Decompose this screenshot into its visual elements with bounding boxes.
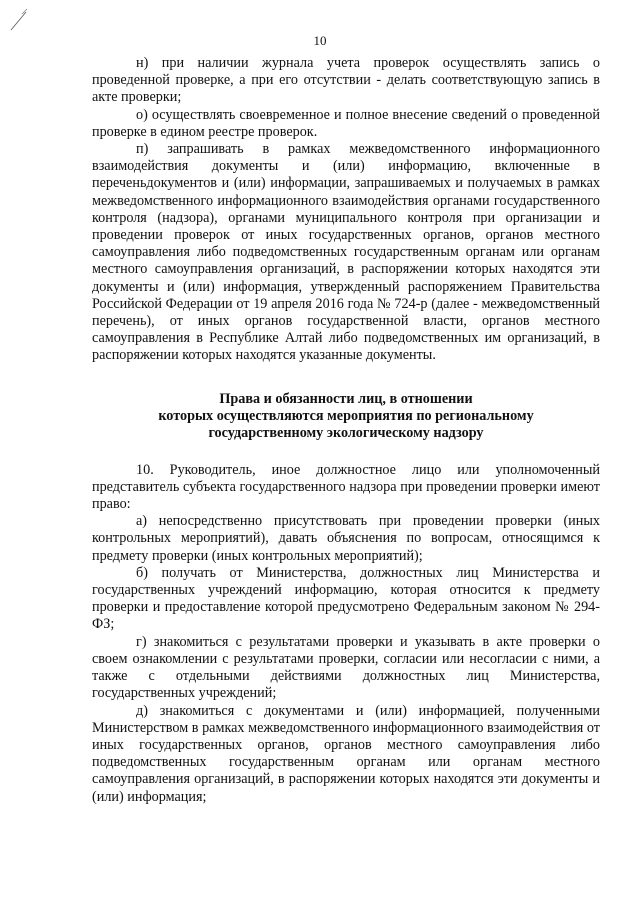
- paragraph-p: п) запрашивать в рамках межведомственного информационного взаимодействия документы и (или) информацию, включенные в переченьдокументов и (или) информации, запрашиваемых и получаемых в рамках межведомственного информационного взаимодействия органами государственного контроля (надзора), органами муниципального контроля при организации и проведении проверок от иных государственных органов, органов местного самоуправления либо подведомственных государственным органам или органам местного самоуправления организаций, в распоряжении которых находятся эти документы и (или) информация, утвержденный распоряжением Правительства Российской Федерации от 19 апреля 2016 года № 724-р (далее - межведомственный перечень), от иных органов государственной власти, органов местного самоуправления в Республике Алтай либо подведомственных им организаций, в распоряжении которых находятся указанные документы.: [92, 141, 600, 364]
- section-heading-line-2: которых осуществляются мероприятия по региональному: [158, 407, 534, 424]
- paragraph-n: н) при наличии журнала учета проверок осуществлять запись о проведенной проверке, а при его отсутствии - делать соответствующую запись в акте проверки;: [92, 55, 600, 106]
- paragraph-o: о) осуществлять своевременное и полное внесение сведений о проведенной проверке в едином реестре проверок.: [92, 106, 600, 140]
- document-body: [92, 55, 600, 806]
- paragraph-b: б) получать от Министерства, должностных лиц Министерства и государственных учреждений информацию, которая относится к предмету проверки и предоставление которой предусмотрено Федеральным законом № 294-ФЗ;: [92, 564, 600, 633]
- paragraph-a: а) непосредственно присутствовать при проведении проверки (иных контрольных мероприятий), давать объяснения по вопросам, относящимся к предмету проверки (иных контрольных мероприятий);: [92, 513, 600, 564]
- section-heading-line-1: Права и обязанности лиц, в отношении: [219, 390, 473, 407]
- paragraph-d: д) знакомиться с документами и (или) информацией, полученными Министерством в рамках межведомственного информационного взаимодействия от иных государственных органов, органов местного самоуправления либо подведомственных государственным органам или органам местного самоуправления организаций, в распоряжении которых находятся эти документы и (или) информация;: [92, 702, 600, 805]
- paragraph-10: 10. Руководитель, иное должностное лицо или уполномоченный представитель субъекта государственного надзора при проведении проверки имеют право:: [92, 461, 600, 513]
- section-heading-line-3: государственному экологическому надзору: [208, 424, 484, 441]
- paragraph-g: г) знакомиться с результатами проверки и указывать в акте проверки о своем ознакомлении с результатами проверки, согласии или несогласии с ними, а также с отдельными действиями должностных лиц Министерства, государственных учреждений;: [92, 633, 600, 702]
- section-heading: [92, 391, 600, 442]
- page-number: 10: [313, 33, 327, 48]
- scan-mark-decoration: [8, 6, 30, 34]
